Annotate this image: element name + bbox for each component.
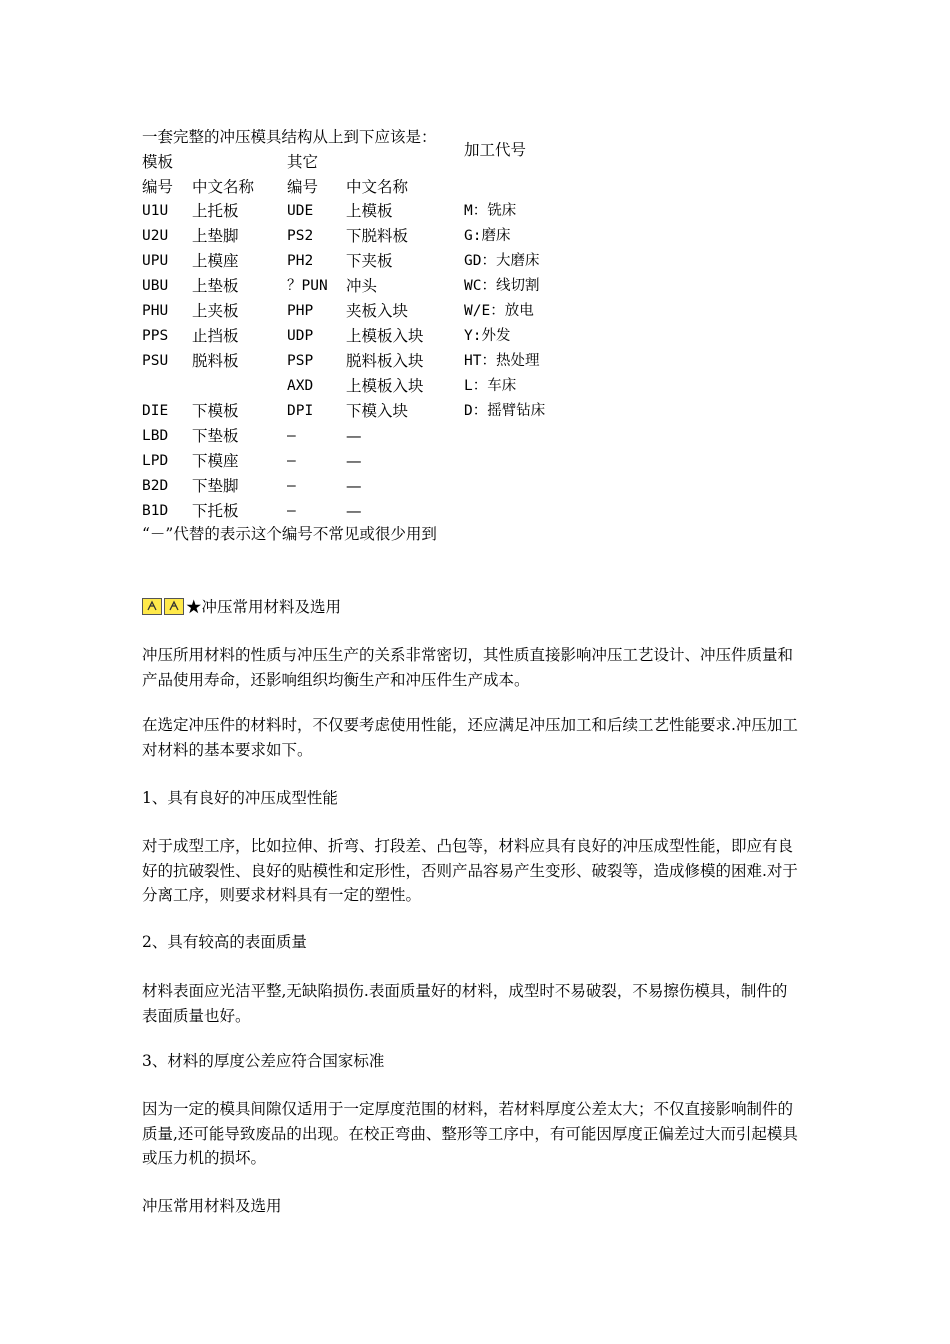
- table-cell-c4: —: [346, 477, 362, 495]
- table-cell-c1: PSU: [142, 353, 169, 369]
- table-cell-c4: —: [346, 427, 362, 445]
- template-group-label: 模板: [142, 153, 174, 171]
- intro-text: 一套完整的冲压模具结构从上到下应该是：: [142, 128, 437, 146]
- table-cell-c4: 冲头: [346, 277, 378, 295]
- table-cell-c1: B1D: [142, 503, 169, 519]
- table-cell-c1: LPD: [142, 453, 169, 469]
- paragraph-4: 材料表面应光洁平整,无缺陷损伤.表面质量好的材料，成型时不易破裂，不易擦伤模具，制件的表面质量也好。: [142, 982, 788, 1025]
- table-cell-c5: Y:外发: [464, 328, 511, 344]
- table-cell-c3: —: [287, 428, 296, 444]
- table-cell-c5: L：车床: [464, 378, 517, 394]
- heading-3: 3、材料的厚度公差应符合国家标准: [142, 1052, 385, 1070]
- header-num1: 编号: [142, 178, 174, 196]
- table-cell-c5: GD：大磨床: [464, 253, 540, 269]
- table-cell-c2: 下垫脚: [192, 477, 239, 495]
- table-cell-c5: M：铣床: [464, 203, 517, 219]
- table-cell-c2: 下垫板: [192, 427, 239, 445]
- table-cell-c2: 止挡板: [192, 327, 239, 345]
- paragraph-5: 因为一定的模具间隙仅适用于一定厚度范围的材料，若材料厚度公差太大；不仅直接影响制件的质量,还可能导致废品的出现。在校正弯曲、整形等工序中，有可能因厚度正偏差过大而引起模具或压力机的损坏。: [142, 1100, 798, 1167]
- table-cell-c5: G:磨床: [464, 228, 511, 244]
- table-cell-c3: PSP: [287, 353, 314, 369]
- table-cell-c5: HT：热处理: [464, 353, 540, 369]
- footer-title: 冲压常用材料及选用: [142, 1197, 282, 1215]
- table-cell-c2: 下托板: [192, 502, 239, 520]
- table-cell-c1: UPU: [142, 253, 169, 269]
- table-cell-c3: —: [287, 453, 296, 469]
- table-cell-c3: PS2: [287, 228, 314, 244]
- table-cell-c4: —: [346, 502, 362, 520]
- header-name1: 中文名称: [192, 178, 255, 196]
- table-cell-c5: W/E：放电: [464, 303, 534, 319]
- table-cell-c5: WC：线切割: [464, 278, 540, 294]
- other-group-label: 其它: [287, 153, 319, 171]
- table-cell-c4: 下模入块: [346, 402, 409, 420]
- emoticon-icon: [142, 598, 162, 615]
- table-cell-c2: 上垫板: [192, 277, 239, 295]
- section-title-text: ★冲压常用材料及选用: [186, 598, 342, 616]
- paragraph-3: 对于成型工序，比如拉伸、折弯、打段差、凸包等，材料应具有良好的冲压成型性能，即应有良好的抗破裂性、良好的贴模性和定形性，否则产品容易产生变形、破裂等，造成修模的困难.对于分离工序，则要求材料具有一定的塑性。: [142, 837, 798, 904]
- table-cell-c3: —: [287, 478, 296, 494]
- table-cell-c2: 上模座: [192, 252, 239, 270]
- table-cell-c3: DPI: [287, 403, 314, 419]
- table-cell-c1: UBU: [142, 278, 169, 294]
- table-cell-c1: PHU: [142, 303, 169, 319]
- heading-2: 2、具有较高的表面质量: [142, 933, 307, 951]
- header-name2: 中文名称: [346, 178, 409, 196]
- code-group-label: 加工代号: [464, 141, 527, 159]
- table-cell-c1: B2D: [142, 478, 169, 494]
- table-cell-c2: 上托板: [192, 202, 239, 220]
- emoticon-icon: [164, 598, 184, 615]
- table-cell-c1: LBD: [142, 428, 169, 444]
- paragraph-1: 冲压所用材料的性质与冲压生产的关系非常密切，其性质直接影响冲压工艺设计、冲压件质量和产品使用寿命，还影响组织均衡生产和冲压件生产成本。: [142, 646, 794, 689]
- table-cell-c2: 上垫脚: [192, 227, 239, 245]
- note-text: “－”代替的表示这个编号不常见或很少用到: [142, 525, 437, 543]
- table-cell-c3: PHP: [287, 303, 314, 319]
- table-cell-c3: PH2: [287, 253, 314, 269]
- table-cell-c1: U2U: [142, 228, 169, 244]
- table-cell-c4: 下脱料板: [346, 227, 409, 245]
- table-cell-c2: 下模板: [192, 402, 239, 420]
- table-cell-c3: ？PUN: [287, 278, 328, 294]
- heading-1: 1、具有良好的冲压成型性能: [142, 789, 338, 807]
- table-cell-c1: U1U: [142, 203, 169, 219]
- table-cell-c4: 脱料板入块: [346, 352, 424, 370]
- paragraph-2: 在选定冲压件的材料时，不仅要考虑使用性能，还应满足冲压加工和后续工艺性能要求.冲压加工对材料的基本要求如下。: [142, 716, 798, 759]
- table-cell-c4: 上模板入块: [346, 327, 424, 345]
- table-cell-c1: PPS: [142, 328, 169, 344]
- table-cell-c2: 下模座: [192, 452, 239, 470]
- table-cell-c5: D：摇臂钻床: [464, 403, 546, 419]
- table-cell-c4: 下夹板: [346, 252, 393, 270]
- table-cell-c2: 上夹板: [192, 302, 239, 320]
- table-cell-c4: —: [346, 452, 362, 470]
- table-cell-c4: 上模板入块: [346, 377, 424, 395]
- table-cell-c3: AXD: [287, 378, 314, 394]
- table-cell-c4: 夹板入块: [346, 302, 409, 320]
- emoticon-icons: [142, 598, 186, 621]
- table-cell-c3: UDP: [287, 328, 314, 344]
- header-num2: 编号: [287, 178, 319, 196]
- table-cell-c3: —: [287, 503, 296, 519]
- table-cell-c2: 脱料板: [192, 352, 239, 370]
- section-title: [142, 596, 341, 621]
- table-cell-c1: DIE: [142, 403, 169, 419]
- table-cell-c4: 上模板: [346, 202, 393, 220]
- table-cell-c3: UDE: [287, 203, 314, 219]
